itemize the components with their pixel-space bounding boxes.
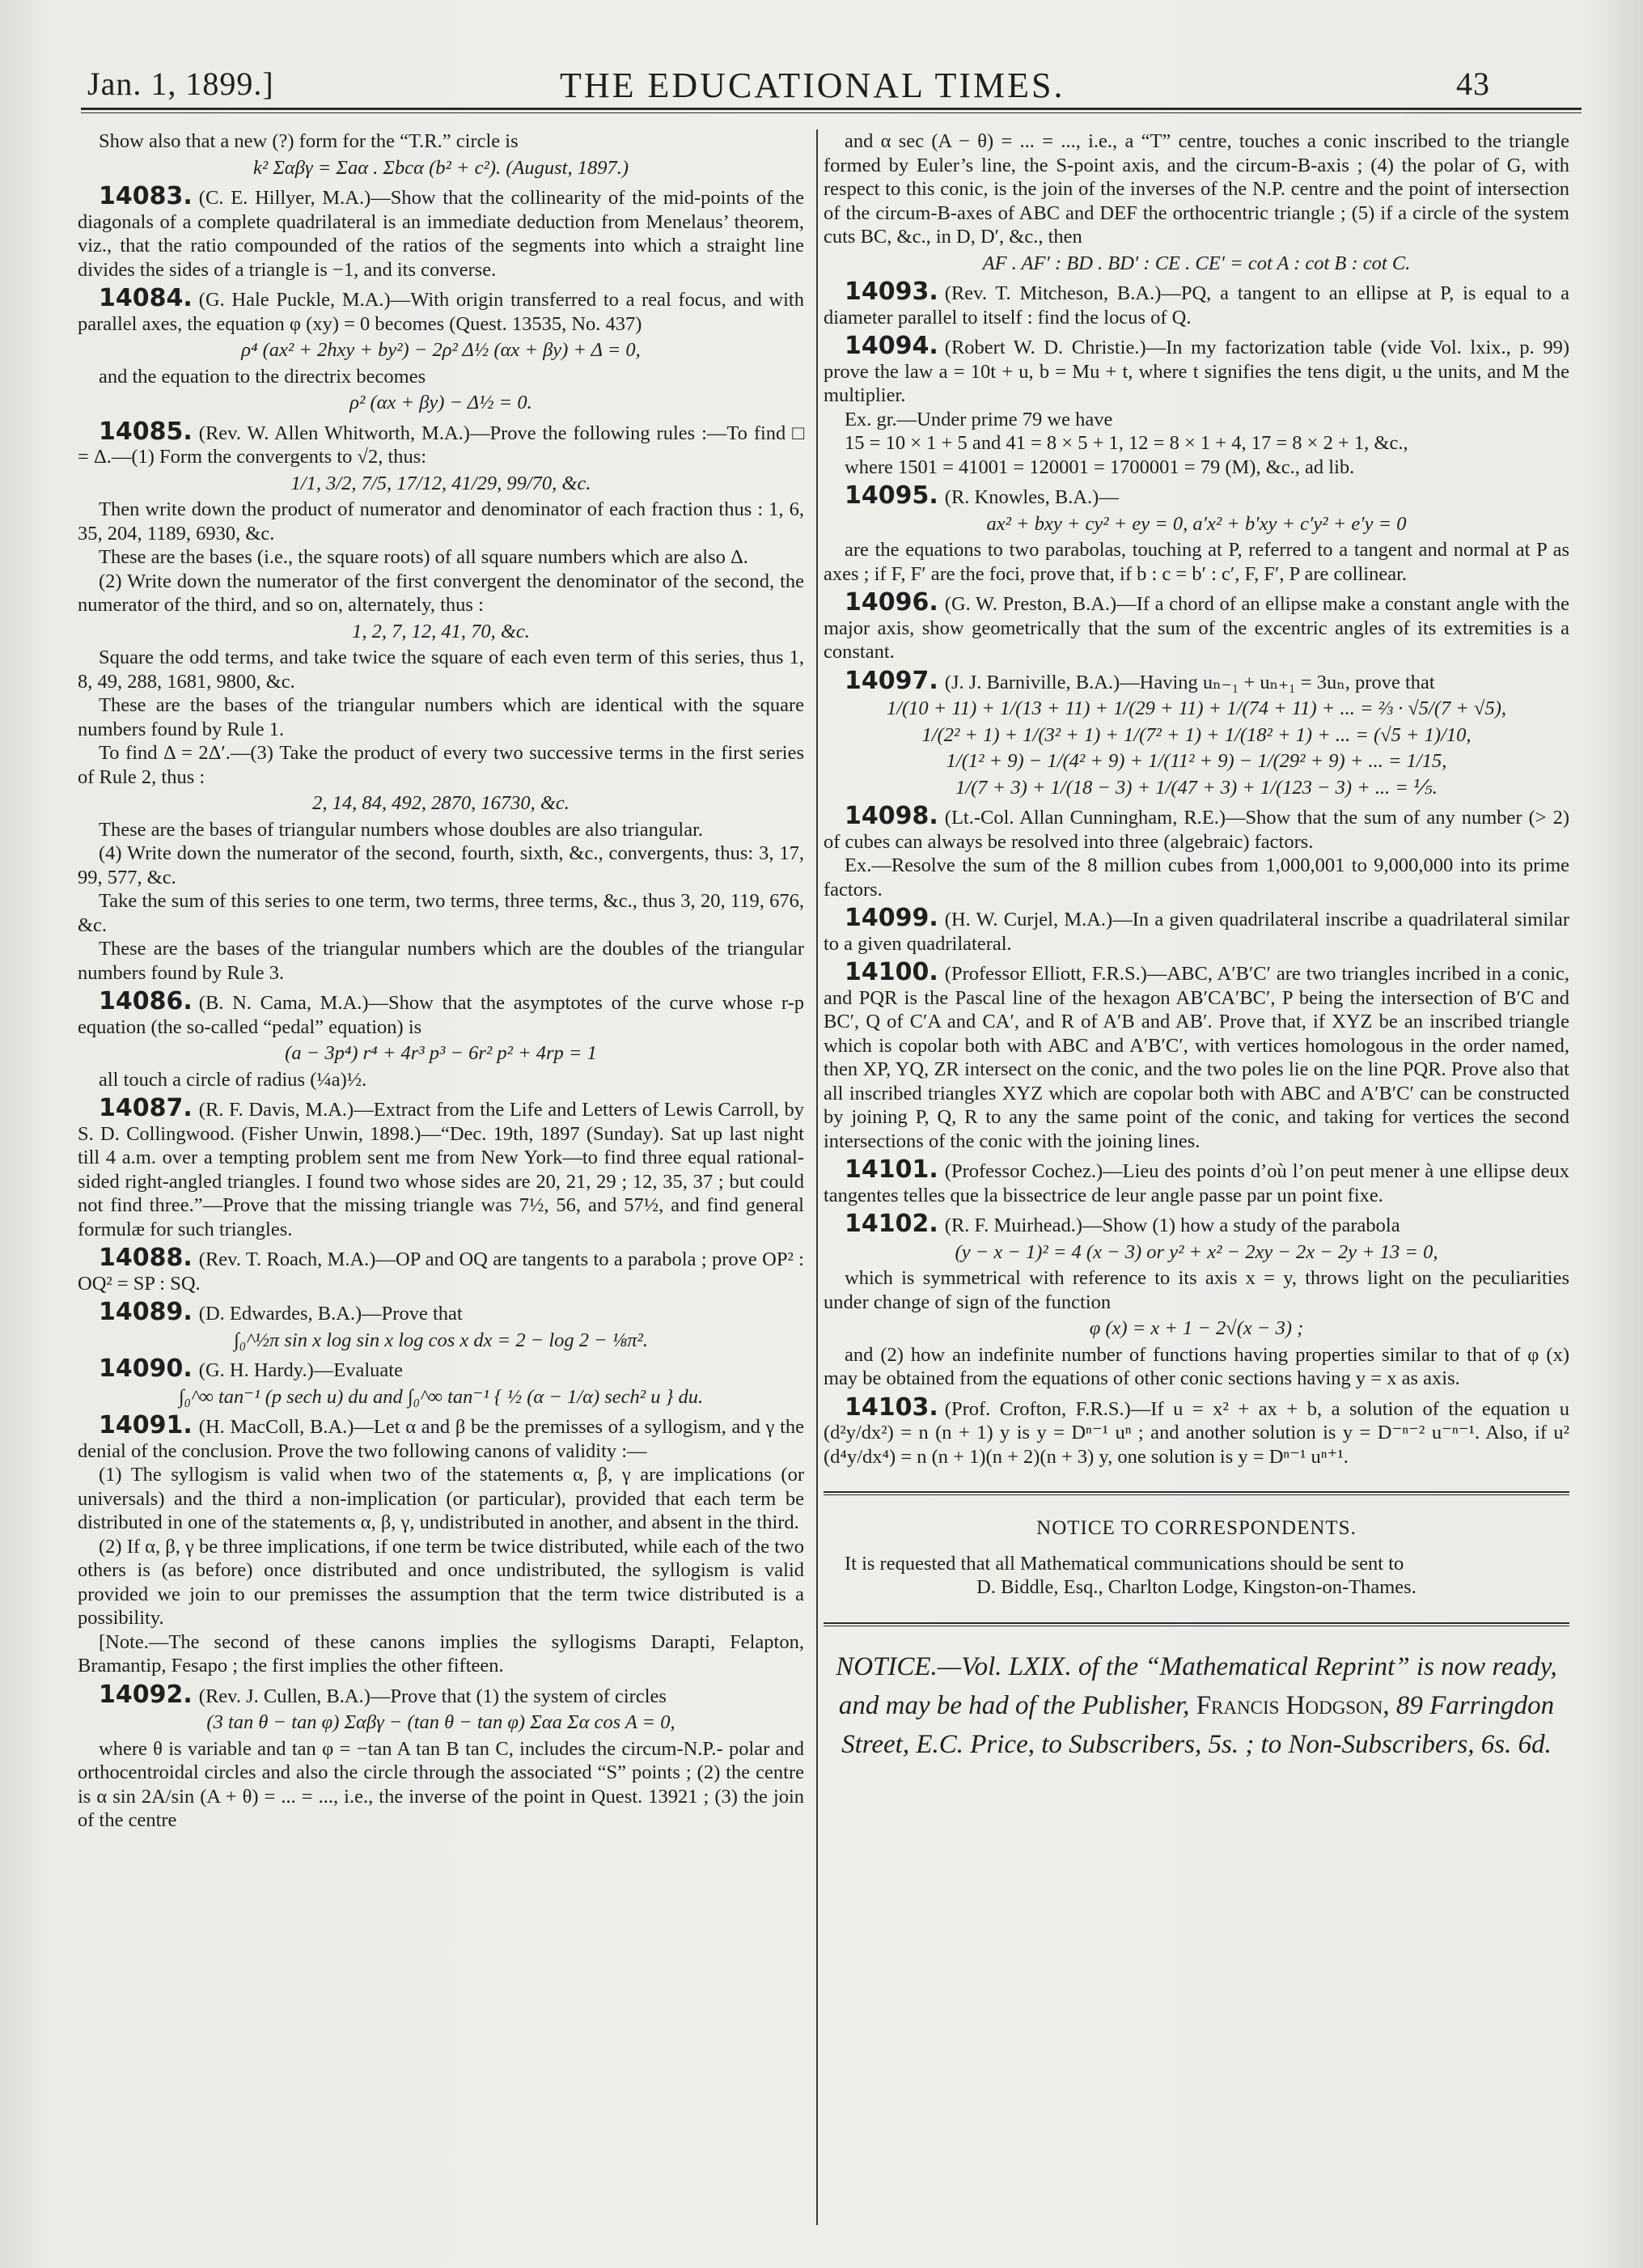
equation: (y − x − 1)² = 4 (x − 3) or y² + x² − 2xy − 2x − 2y + 13 = 0,	[955, 1240, 1438, 1263]
problem-text: (J. J. Barniville, B.A.)—Having uₙ₋₁ + uₙ₊₁ = 3uₙ, prove that	[944, 671, 1435, 693]
problem-text: (Lt.-Col. Allan Cunningham, R.E.)—Show that the sum of any number (> 2) of cubes can always be resolved into three (algebraic) factors.	[824, 807, 1569, 853]
problem-number: 14086.	[99, 987, 193, 1015]
paragraph: To find Δ = 2Δ′.—(3) Take the product of every two successive terms in the first series of Rule 2, thus :	[78, 742, 804, 788]
advert-rule	[824, 1622, 1569, 1624]
header-rule-thin	[81, 112, 1582, 113]
problem-entry	[78, 1096, 804, 1241]
advert-address: 89 Farringdon Street, E.C. Price, to Subscribers, 5s. ; to Non-Subscribers, 6s. 6d.	[841, 1690, 1555, 1759]
paragraph: and α sec (A − θ) = ... = ..., i.e., a “T” centre, touches a conic inscribed to the triangle formed by Euler’s line, the S-point axis, and the circum-B-axis ; (4) the polar of G, with respect to this conic, is the join of the inverses of the N.P. centre and the point of intersection of the circum-B-axes of ABC and DEF the orthocentric triangle ; (5) if a circle of the system cuts BC, &c., in D, D′, &c., then	[824, 130, 1569, 248]
problem-entry	[824, 960, 1569, 1153]
paragraph: [Note.—The second of these canons implies the syllogisms Darapti, Felapton, Bramantip, Fesapo ; the first implies the other fifteen.	[78, 1630, 804, 1677]
equation: ρ⁴ (ax² + 2hxy + by²) − 2ρ² Δ½ (αx + βy) + Δ = 0,	[241, 339, 641, 361]
problem-text: (Professor Cochez.)—Lieu des points d’où l’on peut mener à une ellipse deux tangentes telles que la bissectrice de leur angle passe par un point fixe.	[824, 1160, 1569, 1206]
page-number: 43	[1456, 66, 1490, 102]
problem-entry	[78, 184, 804, 282]
problem-number: 14103.	[845, 1393, 938, 1422]
problem-text: (Rev. J. Cullen, B.A.)—Prove that (1) the system of circles	[198, 1685, 667, 1707]
equation: ∫₀^∞ tan⁻¹ (p sech u) du and ∫₀^∞ tan⁻¹ { ½ (α − 1/α) sech² u } du.	[178, 1385, 704, 1408]
paragraph: all touch a circle of radius (¼a)½.	[99, 1068, 367, 1091]
equation: (a − 3p⁴) r⁴ + 4r³ p³ − 6r² p² + 4rp = 1	[285, 1042, 597, 1064]
problem-entry	[824, 334, 1569, 408]
problem-text: (Rev. T. Roach, M.A.)—OP and OQ are tangents to a parabola ; prove OP² : OQ² = SP : SQ.	[78, 1248, 804, 1295]
problem-text: (H. MacColl, B.A.)—Let α and β be the premisses of a syllogism, and γ the denial of the conclusion. Prove the two following canons of validity :—	[78, 1416, 804, 1462]
paragraph: (2) Write down the numerator of the first convergent the denominator of the second, the numerator of the third, and so on, alternately, thus :	[78, 570, 804, 616]
notice-address: D. Biddle, Esq., Charlton Lodge, Kingston-on-Thames.	[976, 1576, 1416, 1598]
problem-entry	[824, 588, 1569, 664]
advert-publisher: Francis Hodgson,	[1196, 1690, 1390, 1720]
equation: 1/(1² + 9) − 1/(4² + 9) + 1/(11² + 9) − 1/(29² + 9) + ... = 1/15,	[946, 750, 1447, 772]
problem-text: (D. Edwardes, B.A.)—Prove that	[198, 1303, 463, 1325]
equation: ax² + bxy + cy² + ey = 0, a′x² + b′xy + c′y² + e′y = 0	[986, 512, 1407, 535]
problem-number: 14091.	[99, 1411, 193, 1439]
problem-number: 14094.	[845, 332, 938, 360]
problem-entry	[824, 1393, 1569, 1469]
notice-rule-thin	[824, 1494, 1569, 1495]
problem-text: (R. Knowles, B.A.)—	[944, 486, 1119, 508]
problem-number: 14102.	[845, 1210, 938, 1238]
problem-text: (G. W. Preston, B.A.)—If a chord of an ellipse make a constant angle with the major axis, show geometrically that the sum of the excentric angles of its extremities is a constant.	[824, 593, 1569, 663]
problem-number: 14085.	[99, 417, 193, 446]
equation: 1, 2, 7, 12, 41, 70, &c.	[352, 620, 530, 642]
paragraph: These are the bases of triangular numbers whose doubles are also triangular.	[99, 818, 703, 841]
paragraph: These are the bases of the triangular numbers which are the doubles of the triangular numbers found by Rule 3.	[78, 938, 804, 984]
problem-number: 14101.	[845, 1155, 938, 1184]
problem-number: 14100.	[845, 958, 938, 986]
problem-text: (Rev. W. Allen Whitworth, M.A.)—Prove the following rules :—To find □ = Δ.—(1) Form the convergents to √2, thus:	[78, 422, 804, 468]
masthead-title: THE EDUCATIONAL TIMES.	[560, 66, 1065, 105]
problem-text: (R. F. Muirhead.)—Show (1) how a study of the parabola	[944, 1215, 1400, 1236]
problem-entry	[78, 1246, 804, 1295]
problem-entry	[824, 280, 1569, 329]
equation: k² Σαβγ = Σaα . Σbcα (b² + c²). (August, 1897.)	[252, 156, 629, 179]
paragraph: and the equation to the directrix becomes	[99, 365, 426, 388]
problem-text: (C. E. Hillyer, M.A.)—Show that the collinearity of the mid-points of the diagonals of a complete quadrilateral is an immediate deduction from Menelaus’ theorem, viz., that the ratio compounded of the ratios of the segments into which a straight line divides the sides of a triangle is −1, and its converse.	[78, 187, 804, 281]
problem-entry	[78, 1411, 804, 1463]
equation: 1/1, 3/2, 7/5, 17/12, 41/29, 99/70, &c.	[290, 472, 591, 494]
paragraph: Ex.—Resolve the sum of the 8 million cubes from 1,000,001 to 9,000,000 into its prime factors.	[824, 854, 1569, 901]
notice-title: NOTICE TO CORRESPONDENTS.	[1036, 1517, 1357, 1539]
problem-entry	[824, 1212, 1569, 1238]
paragraph: Show also that a new (?) form for the “T.R.” circle is	[99, 130, 519, 152]
problem-number: 14099.	[845, 904, 938, 932]
paragraph: Then write down the product of numerator and denominator of each fraction thus : 1, 6, 35, 204, 1189, 6930, &c.	[78, 498, 804, 545]
problem-text: (Robert W. D. Christie.)—In my factorization table (vide Vol. lxix., p. 99) prove the law a = 10t + u, b = Mu + t, where t signifies the tens digit, u the units, and M the multiplier.	[824, 337, 1569, 406]
problem-number: 14087.	[99, 1094, 193, 1122]
equation: 1/(10 + 11) + 1/(13 + 11) + 1/(29 + 11) + 1/(74 + 11) + ... = ⅔ · √5/(7 + √5),	[886, 697, 1507, 719]
equation: 2, 14, 84, 492, 2870, 16730, &c.	[312, 792, 570, 814]
paragraph: (2) If α, β, γ be three implications, if one term be twice distributed, while each of the two others is (as before) once distributed and once undistributed, the syllogism is valid provided we join to our premisses the assumption that the term twice distributed is a possibility.	[78, 1535, 804, 1629]
paragraph: where θ is variable and tan φ = −tan A tan B tan C, includes the circum-N.P.- polar and orthocentroidal circles and also the circle through the associated “S” points ; (2) the centre is α sin 2A/sin (A + θ) = ... = ..., i.e., the inverse of the point in Quest. 13921 ; (3) the join of the centre	[78, 1737, 804, 1831]
equation: ρ² (αx + βy) − Δ½ = 0.	[349, 392, 532, 413]
notice-rule	[824, 1491, 1569, 1493]
problem-entry	[78, 286, 804, 336]
problem-number: 14083.	[99, 182, 193, 210]
paragraph: are the equations to two parabolas, touching at P, referred to a tangent and normal at P as axes ; if F, F′ are the foci, prove that, if b : c = b′ : c′, F, F′, P are collinear.	[824, 539, 1569, 585]
problem-text: (B. N. Cama, M.A.)—Show that the asymptotes of the curve whose r-p equation (the so-called “pedal” equation) is	[78, 992, 804, 1038]
paragraph: These are the bases of the triangular numbers which are identical with the square numbers found by Rule 1.	[78, 694, 804, 740]
problem-text: (Rev. T. Mitcheson, B.A.)—PQ, a tangent to an ellipse at P, is equal to a diameter parallel to itself : find the locus of Q.	[824, 282, 1569, 329]
paragraph: Ex. gr.—Under prime 79 we have	[845, 408, 1113, 430]
problem-text: (Professor Elliott, F.R.S.)—ABC, A′B′C′ are two triangles incribed in a conic, and PQR is the Pascal line of the hexagon AB′CA′BC′, P being the intersection of B′C and BC′, Q of C′A and CA′, and R of A′B and AB′. Prove that, if XYZ be an inscribed triangle which is copolar both with ABC and A′B′C′, with vertices homologous in the order named, then XP, YQ, ZR intersect on the conic, and the two poles lie on the line PQR. Prove also that all inscribed triangles XYZ which are copolar both with ABC and A′B′C′ can be constructed by joining P, Q, R to any the same point of the conic, and taking for vertices the second intersections of the conic with the joining lines.	[824, 963, 1569, 1152]
problem-entry	[78, 1300, 804, 1326]
issue-date: Jan. 1, 1899.]	[87, 66, 274, 102]
equation: AF . AF′ : BD . BD′ : CE . CE′ = cot A : cot B : cot C.	[982, 252, 1411, 274]
paragraph: 15 = 10 × 1 + 5 and 41 = 8 × 5 + 1, 12 = 8 × 1 + 4, 17 = 8 × 2 + 1, &c.,	[845, 432, 1408, 454]
problem-entry	[78, 417, 804, 469]
paragraph: (4) Write down the numerator of the second, fourth, sixth, &c., convergents, thus: 3, 17, 99, 577, &c.	[78, 842, 804, 888]
advert-lead: NOTICE.—Vol. LXIX. of the “Mathematical Reprint” is now ready, and may be had of the Publisher,	[836, 1651, 1557, 1720]
paragraph: which is symmetrical with reference to its axis x = y, throws light on the peculiarities under change of sign of the function	[824, 1267, 1569, 1313]
problem-text: (G. Hale Puckle, M.A.)—With origin transferred to a real focus, and with parallel axes, the equation φ (xy) = 0 becomes (Quest. 13535, No. 437)	[78, 289, 804, 335]
equation: 1/(7 + 3) + 1/(18 − 3) + 1/(47 + 3) + 1/(123 − 3) + ... = ⅕.	[955, 776, 1438, 799]
problem-entry	[78, 1354, 804, 1383]
paragraph: and (2) how an indefinite number of functions having properties similar to that of φ (x) may be obtained from the equations of other conic sections having y = x as axis.	[824, 1343, 1569, 1389]
problem-number: 14095.	[845, 481, 938, 510]
problem-entry	[824, 666, 1569, 695]
paragraph: where 1501 = 41001 = 120001 = 1700001 = 79 (M), &c., ad lib.	[845, 456, 1355, 478]
problem-number: 14084.	[99, 284, 193, 312]
left-column	[78, 129, 804, 1833]
problem-number: 14096.	[845, 588, 938, 617]
problem-number: 14098.	[845, 802, 938, 830]
problem-number: 14093.	[845, 278, 938, 306]
problem-entry	[78, 1680, 804, 1709]
paragraph: Square the odd terms, and take twice the square of each even term of this series, thus 1, 8, 49, 288, 1681, 9800, &c.	[78, 646, 804, 693]
problem-entry	[824, 804, 1569, 854]
paragraph: (1) The syllogism is valid when two of the statements α, β, γ are implications (or universals) and the third a non-implication (or particular), provided that each term be distributed in one of the statements α, β, γ, undistributed in another, and absent in the third.	[78, 1464, 804, 1533]
paragraph: Take the sum of this series to one term, two terms, three terms, &c., thus 3, 20, 119, 676, &c.	[78, 890, 804, 936]
problem-text: (H. W. Curjel, M.A.)—In a given quadrilateral inscribe a quadrilateral similar to a given quadrilateral.	[824, 909, 1569, 955]
problem-number: 14097.	[845, 666, 938, 695]
paragraph: These are the bases (i.e., the square roots) of all square numbers which are also Δ.	[99, 546, 748, 568]
problem-entry	[824, 1155, 1569, 1207]
reprint-advert	[824, 1647, 1569, 1764]
problem-number: 14090.	[99, 1354, 193, 1383]
problem-number: 14092.	[99, 1680, 193, 1709]
problem-number: 14089.	[99, 1298, 193, 1326]
equation: φ (x) = x + 1 − 2√(x − 3) ;	[1089, 1317, 1304, 1339]
right-column	[824, 129, 1569, 1764]
equation: ∫₀^½π sin x log sin x log cos x dx = 2 − log 2 − ⅛π².	[234, 1329, 648, 1351]
problem-number: 14088.	[99, 1244, 193, 1272]
problem-entry	[824, 906, 1569, 956]
problem-entry	[78, 987, 804, 1039]
problem-text: (R. F. Davis, M.A.)—Extract from the Life and Letters of Lewis Carroll, by S. D. Collingwood. (Fisher Unwin, 1898.)—“Dec. 19th, 1897 (Sunday). Sat up last night till 4 a.m. over a tempting problem sent me from New York—to find three equal rational-sided right-angled triangles. I found two whose sides are 20, 21, 29 ; 12, 35, 37 ; but could not find three.”—Prove that the missing triangle was 7½, 56, and 57½, and find general formulæ for such triangles.	[78, 1099, 804, 1240]
problem-text: (G. H. Hardy.)—Evaluate	[198, 1359, 403, 1381]
equation: (3 tan θ − tan φ) Σαβγ − (tan θ − tan φ) Σαa Σα cos A = 0,	[206, 1711, 675, 1733]
right-column-problems	[824, 129, 1569, 1469]
problem-text: (Prof. Crofton, F.R.S.)—If u = x² + ax + b, a solution of the equation u (d²y/dx²) = n (n + 1) y is y = Dⁿ⁻¹ uⁿ ; and another solution is y = D⁻ⁿ⁻² u⁻ⁿ⁻¹. Also, if u² (d⁴y/dx⁴) = n (n + 1)(n + 2)(n + 3) y, one solution is y = Dⁿ⁻¹ uⁿ⁺¹.	[824, 1397, 1569, 1468]
problem-entry	[824, 481, 1569, 510]
notice-body: It is requested that all Mathematical communications should be sent to	[845, 1552, 1404, 1575]
column-divider	[816, 129, 818, 2225]
equation: 1/(2² + 1) + 1/(3² + 1) + 1/(7² + 1) + 1/(18² + 1) + ... = (√5 + 1)/10,	[921, 723, 1472, 746]
header-rule	[81, 108, 1582, 110]
